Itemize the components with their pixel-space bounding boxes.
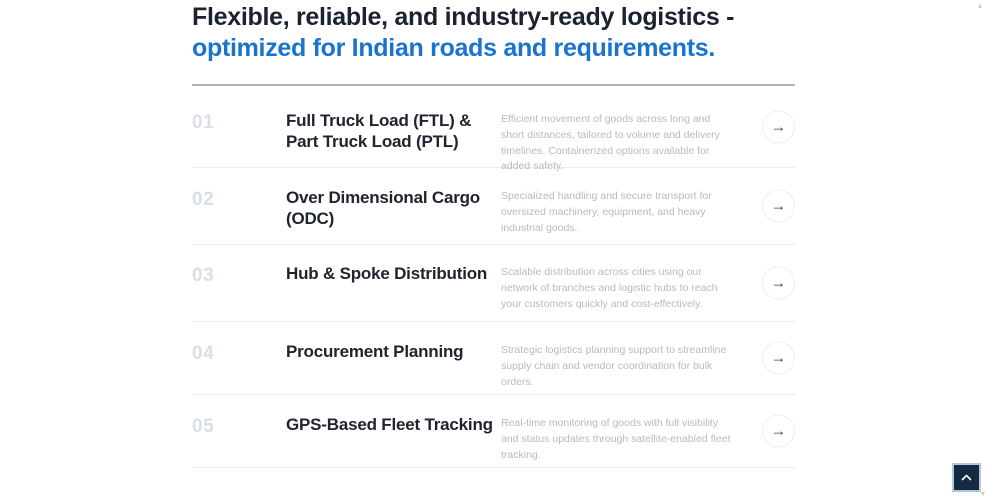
section-heading [192,0,795,63]
service-title: Over Dimensional Cargo (ODC) [286,188,480,229]
arrow-right-icon: → [771,274,786,292]
service-title: Hub & Spoke Distribution [286,264,488,283]
arrow-right-icon: → [771,197,786,215]
service-title: GPS-Based Fleet Tracking [286,415,493,434]
arrow-right-icon: → [771,422,786,440]
service-title: Full Truck Load (FTL) & Part Truck Load (PTL) [286,111,472,152]
service-arrow-button[interactable] [762,342,795,375]
service-arrow-button[interactable] [762,190,795,223]
scrollbar-down-arrow-icon[interactable]: ▾ [981,489,986,498]
service-arrow-button[interactable] [762,415,795,448]
service-number: 05 [192,416,215,437]
service-description: Scalable distribution across cities using our network of branches and logistic hubs to reach your customers quickly and cost-effectively. [501,266,718,310]
service-title: Procurement Planning [286,342,464,361]
scroll-to-top-button[interactable] [952,463,981,492]
arrow-right-icon: → [771,349,786,367]
heading-line-2: optimized for Indian roads and requirements. [192,33,715,62]
service-arrow-button[interactable] [762,267,795,300]
service-description: Strategic logistics planning support to streamline supply chain and vendor coordination for bulk orders. [501,344,727,388]
service-row-gps-tracking [192,395,795,468]
service-row-hub-spoke [192,245,795,322]
services-section [192,0,795,468]
service-number: 01 [192,112,215,133]
heading-line-1: Flexible, reliable, and industry-ready logistics - [192,3,735,31]
service-description: Real-time monitoring of goods with full visibility and status updates through satellite-enabled fleet tracking. [501,417,731,461]
service-row-odc [192,168,795,245]
scrollbar-up-arrow-icon[interactable]: ▴ [978,1,983,10]
service-description: Efficient movement of goods across long and short distances, tailored to volume and delivery timelines. Containerized options available for added safety. [501,113,720,173]
service-number: 04 [192,343,215,364]
service-description: Specialized handling and secure transport for oversized machinery, equipment, and heavy industrial goods. [501,190,712,234]
service-arrow-button[interactable] [762,110,795,143]
service-row-ftl-ptl [192,86,795,173]
service-number: 02 [192,189,215,210]
chevron-up-icon [961,474,972,481]
service-number: 03 [192,265,215,286]
service-row-procurement [192,322,795,395]
arrow-right-icon: → [771,118,786,135]
